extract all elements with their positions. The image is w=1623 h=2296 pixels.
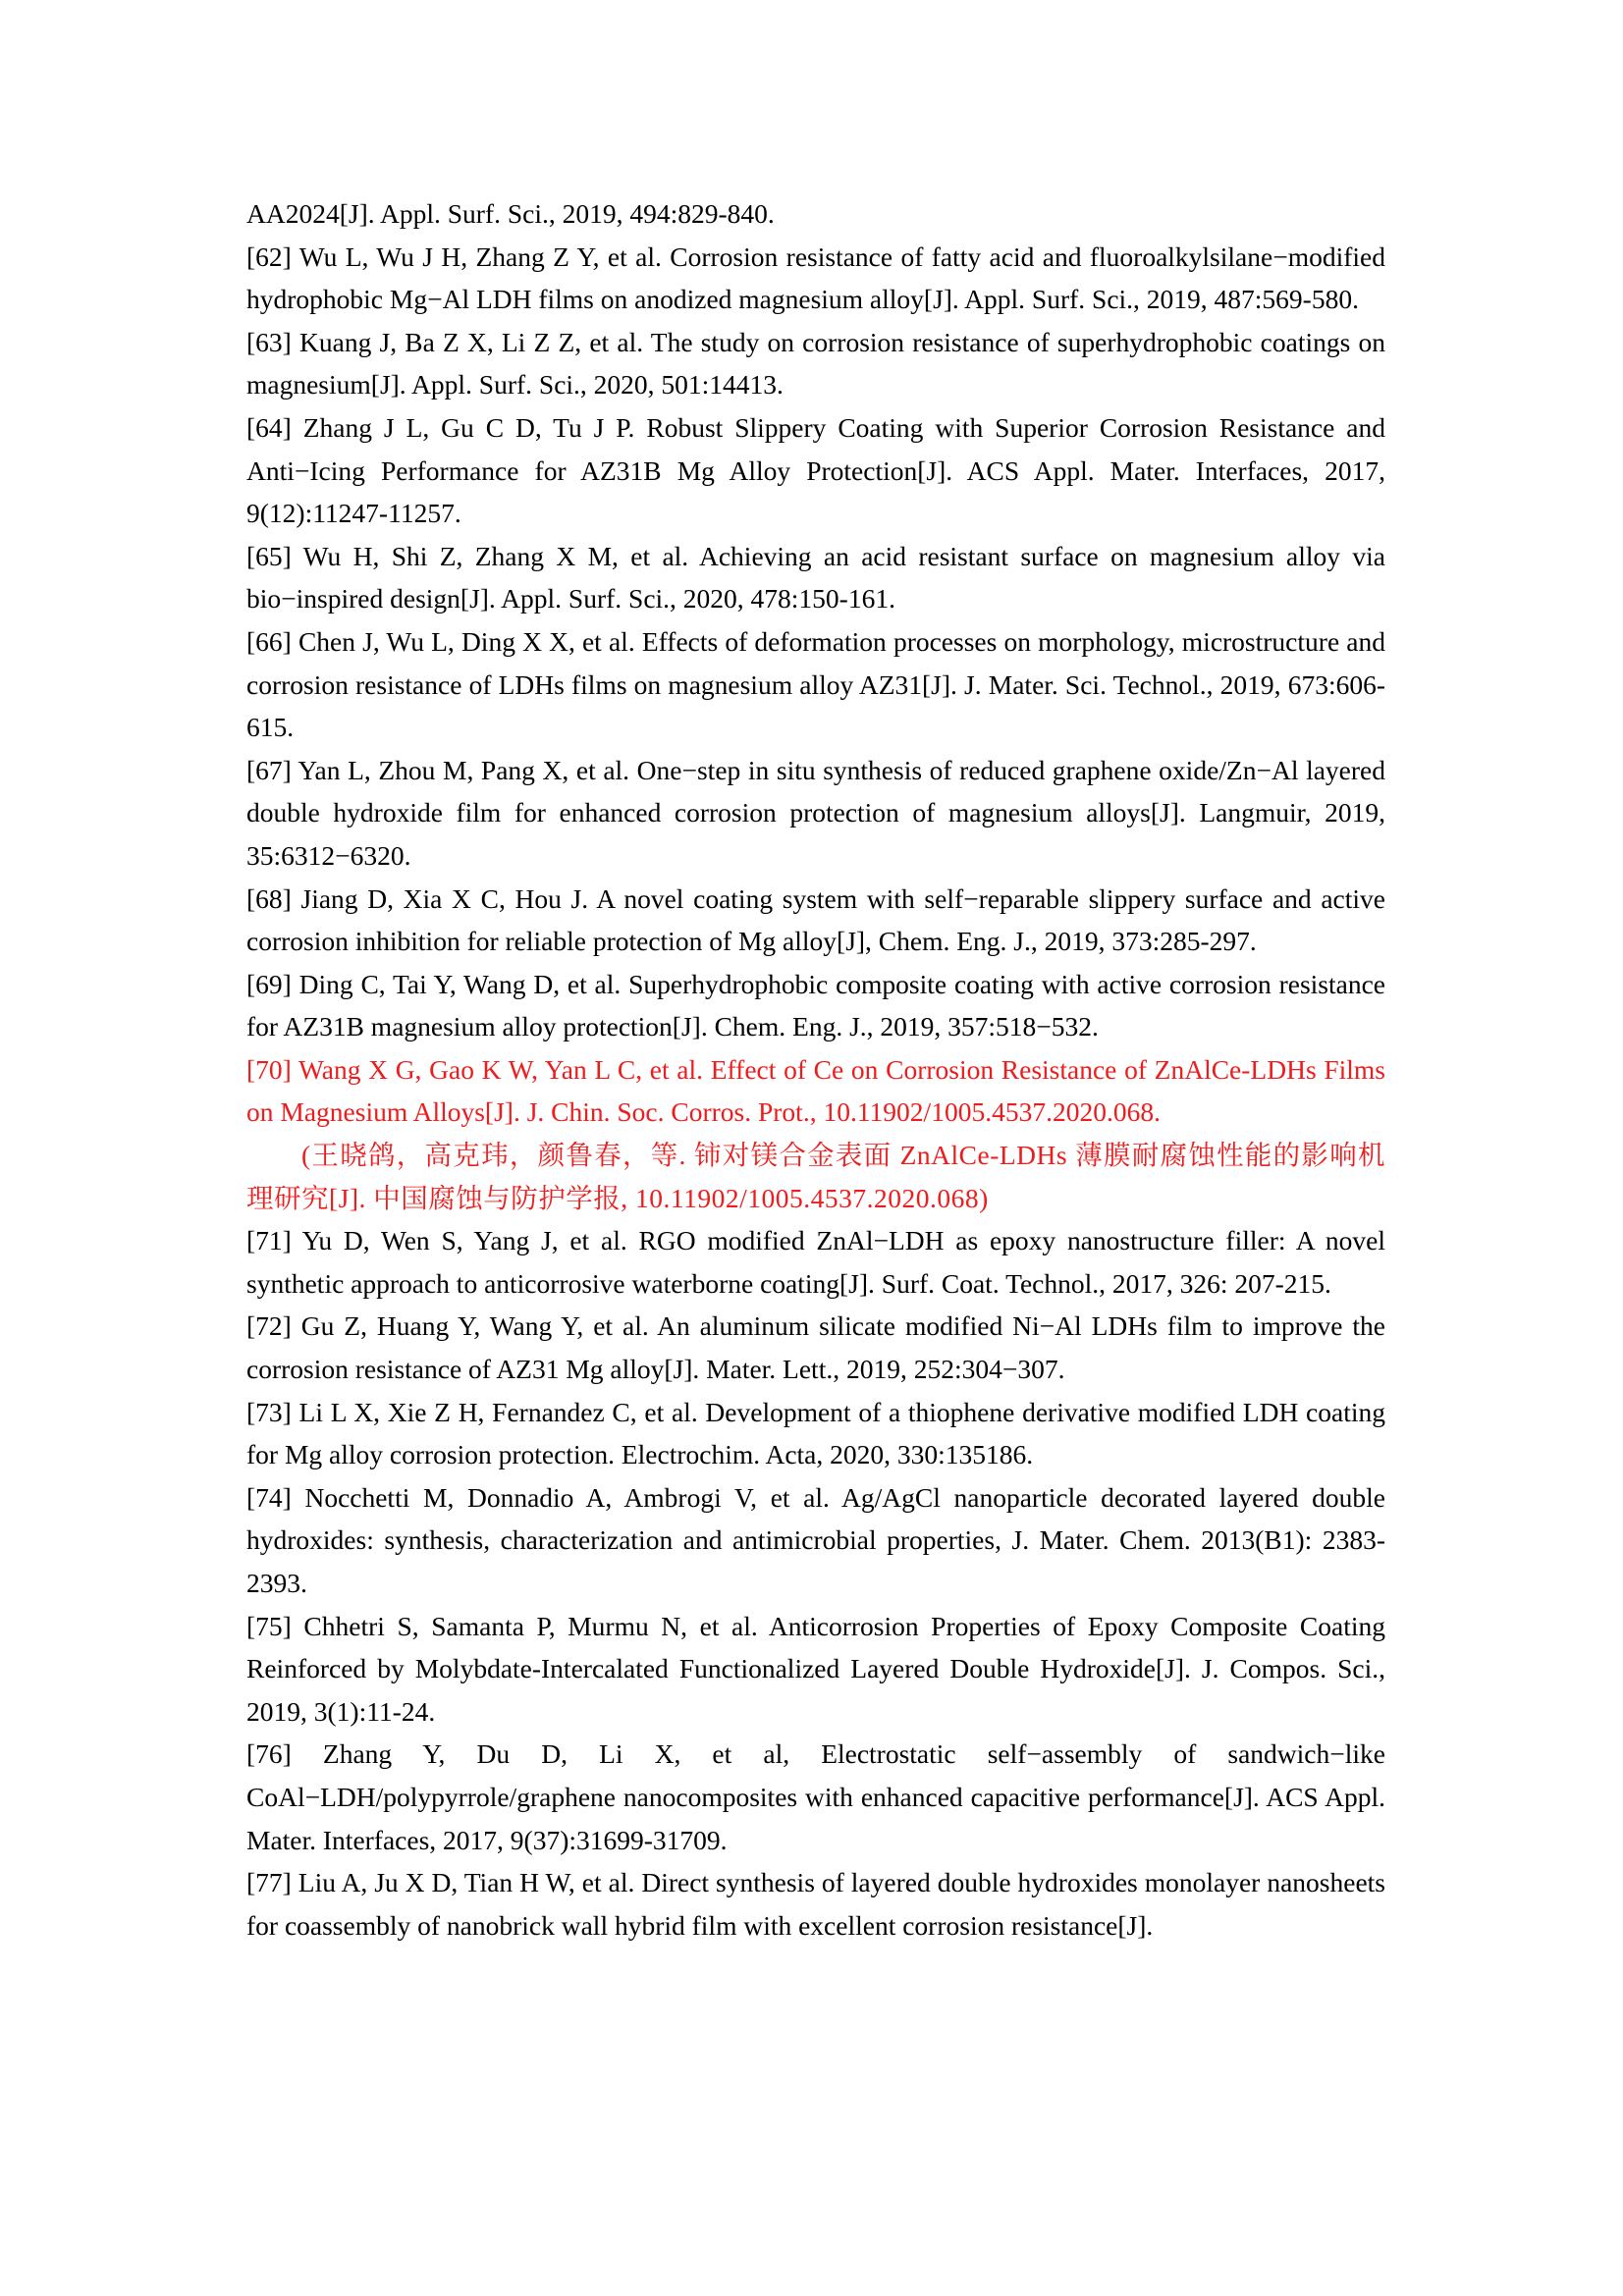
highlighted-reference-item: [70] Wang X G, Gao K W, Yan L C, et al. Effect of Ce on Corrosion Resistance of ZnAlCe-LDHs Films on Magnesium Alloys[J]. J. Chin. Soc. Corros. Prot., 10.11902/1005.4537.2020.068. (246, 1053, 1385, 1128)
reference-item: [68] Jiang D, Xia X C, Hou J. A novel coating system with self−reparable slippery surface and active corrosion inhibition for reliable protection of Mg alloy[J], Chem. Eng. J., 2019, 373:285-297. (246, 882, 1385, 957)
reference-item: [76] Zhang Y, Du D, Li X, et al, Electrostatic self−assembly of sandwich−like CoAl−LDH/polypyrrole/graphene nanocomposites with enhanced capacitive performance[J]. ACS Appl. Mater. Interfaces, 2017, 9(37):31699-31709. (246, 1738, 1385, 1855)
reference-item: [77] Liu A, Ju X D, Tian H W, et al. Direct synthesis of layered double hydroxides monolayer nanosheets for coassembly of nanobrick wall hybrid film with excellent corrosion resistance[J]. (246, 1867, 1385, 1941)
reference-item: [69] Ding C, Tai Y, Wang D, et al. Superhydrophobic composite coating with active corrosion resistance for AZ31B magnesium alloy protection[J]. Chem. Eng. J., 2019, 357:518−532. (246, 968, 1385, 1042)
reference-item: [66] Chen J, Wu L, Ding X X, et al. Effects of deformation processes on morphology, microstructure and corrosion resistance of LDHs films on magnesium alloy AZ31[J]. J. Mater. Sci. Technol., 2019, 673:606-615. (246, 625, 1385, 743)
reference-item: [71] Yu D, Wen S, Yang J, et al. RGO modified ZnAl−LDH as epoxy nanostructure filler: A novel synthetic approach to anticorrosive waterborne coating[J]. Surf. Coat. Technol., 2017, 326: 207-215. (246, 1225, 1385, 1299)
reference-item: [72] Gu Z, Huang Y, Wang Y, et al. An aluminum silicate modified Ni−Al LDHs film to improve the corrosion resistance of AZ31 Mg alloy[J]. Mater. Lett., 2019, 252:304−307. (246, 1310, 1385, 1385)
reference-item: [75] Chhetri S, Samanta P, Murmu N, et al. Anticorrosion Properties of Epoxy Composite Coating Reinforced by Molybdate-Intercalated Functionalized Layered Double Hydroxide[J]. J. Compos. Sci., 2019, 3(1):11-24. (246, 1610, 1385, 1727)
chinese-translation-note: (王晓鸽，高克玮，颜鲁春，等. 铈对镁合金表面 ZnAlCe-LDHs 薄膜耐腐蚀性能的影响机理研究[J]. 中国腐蚀与防护学报, 10.11902/1005.4537.2020.068) (246, 1140, 1385, 1213)
reference-item: [64] Zhang J L, Gu C D, Tu J P. Robust Slippery Coating with Superior Corrosion Resistance and Anti−Icing Performance for AZ31B Mg Alloy Protection[J]. ACS Appl. Mater. Interfaces, 2017, 9(12):11247-11257. (246, 411, 1385, 529)
reference-item: [62] Wu L, Wu J H, Zhang Z Y, et al. Corrosion resistance of fatty acid and fluoroalkylsilane−modified hydrophobic Mg−Al LDH films on anodized magnesium alloy[J]. Appl. Surf. Sci., 2019, 487:569-580. (246, 240, 1385, 315)
reference-list (246, 192, 1385, 1947)
reference-item: [67] Yan L, Zhou M, Pang X, et al. One−step in situ synthesis of reduced graphene oxide/Zn−Al layered double hydroxide film for enhanced corrosion protection of magnesium alloys[J]. Langmuir, 2019, 35:6312−6320. (246, 754, 1385, 871)
reference-item: AA2024[J]. Appl. Surf. Sci., 2019, 494:829-840. (246, 198, 775, 229)
reference-item: [63] Kuang J, Ba Z X, Li Z Z, et al. The study on corrosion resistance of superhydrophobic coatings on magnesium[J]. Appl. Surf. Sci., 2020, 501:14413. (246, 326, 1385, 400)
reference-item: [74] Nocchetti M, Donnadio A, Ambrogi V, et al. Ag/AgCl nanoparticle decorated layered double hydroxides: synthesis, characterization and antimicrobial properties, J. Mater. Chem. 2013(B1): 2383-2393. (246, 1481, 1385, 1598)
reference-item: [73] Li L X, Xie Z H, Fernandez C, et al. Development of a thiophene derivative modified LDH coating for Mg alloy corrosion protection. Electrochim. Acta, 2020, 330:135186. (246, 1396, 1385, 1470)
reference-item: [65] Wu H, Shi Z, Zhang X M, et al. Achieving an acid resistant surface on magnesium alloy via bio−inspired design[J]. Appl. Surf. Sci., 2020, 478:150-161. (246, 540, 1385, 614)
